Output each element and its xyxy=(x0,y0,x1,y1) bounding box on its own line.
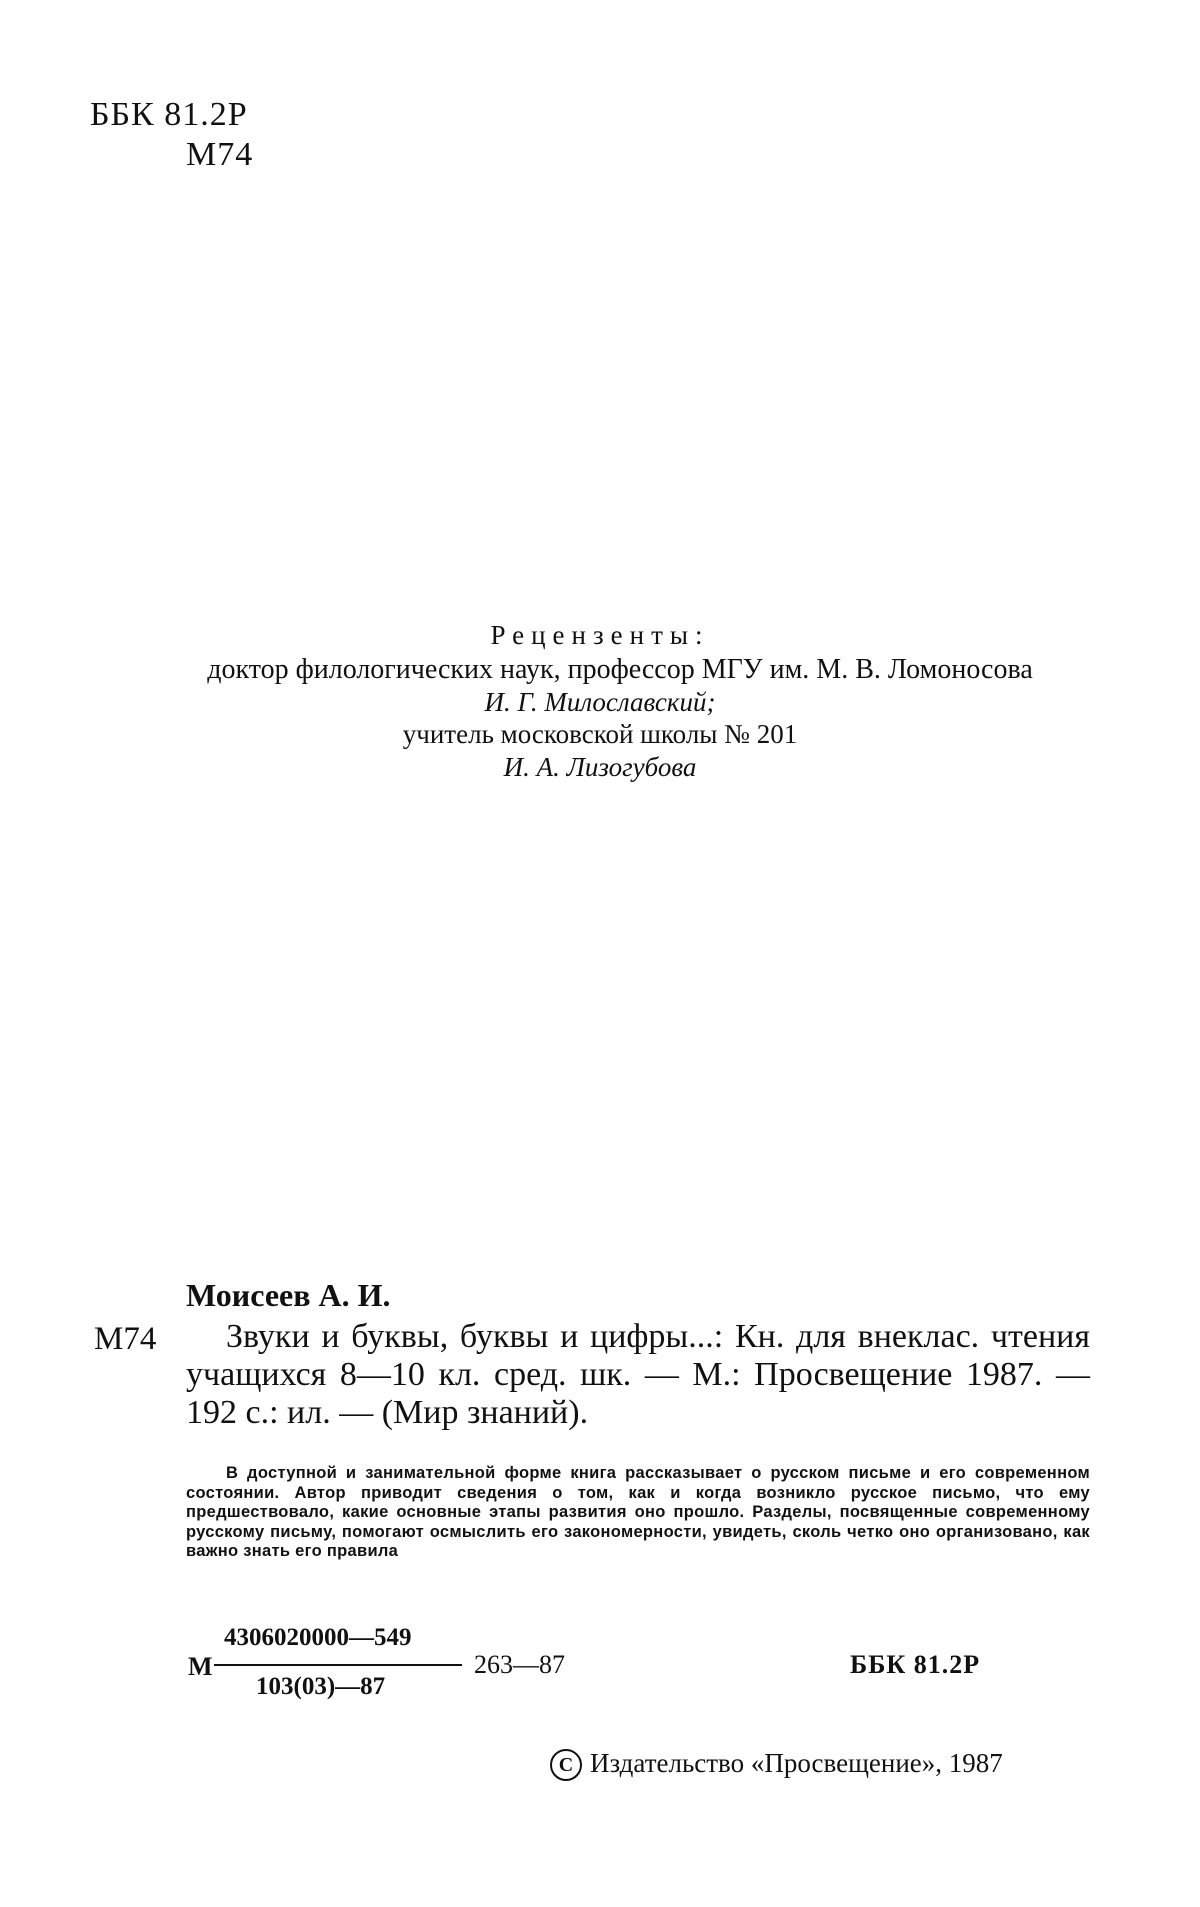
reviewer-2-name: И. А. Лизогубова xyxy=(503,752,697,782)
index-formula-letter: М xyxy=(188,1652,213,1681)
catalog-author-mark: М74 xyxy=(94,1321,157,1357)
bbk-code-bottom: ББК 81.2Р xyxy=(850,1650,981,1679)
bbk-code-top: ББК 81.2Р xyxy=(90,96,248,133)
reviewer-1-name: И. Г. Милославский; xyxy=(484,687,716,717)
reviewer-1-title: доктор филологических наук, профессор МГУ им. М. В. Ломоносова xyxy=(207,654,1033,685)
copyright-icon: C xyxy=(550,1749,582,1781)
index-formula-denominator: 103(03)—87 xyxy=(256,1673,386,1700)
reviewers-heading: Рецензенты: xyxy=(490,620,710,650)
index-formula-code: 263—87 xyxy=(474,1650,565,1679)
author-mark-top: М74 xyxy=(186,136,254,173)
index-formula-fraction-bar xyxy=(214,1664,462,1666)
index-formula-numerator: 4306020000—549 xyxy=(224,1624,412,1651)
catalog-author: Моисеев А. И. xyxy=(186,1277,391,1313)
catalog-description: Звуки и буквы, буквы и цифры...: Кн. для внеклас. чтения учащихся 8—10 кл. сред. шк. — М.: Просвещение 1987. — 192 с.: ил. — (Мир знаний). xyxy=(186,1318,1090,1431)
reviewer-2-title: учитель московской школы № 201 xyxy=(402,719,798,749)
copyright-text: Издательство «Просвещение», 1987 xyxy=(590,1748,1003,1778)
catalog-annotation: В доступной и занимательной форме книга рассказывает о русском письме и его современном состоянии. Автор приводит сведения о том, как и когда возникло русское письмо, что ему предшествовало, какие основные этапы развития оно прошло. Разделы, посвященные современному русскому письму, помогают осмыслить его закономерности, увидеть, сколь четко оно организовано, как важно знать его правила xyxy=(186,1464,1090,1560)
